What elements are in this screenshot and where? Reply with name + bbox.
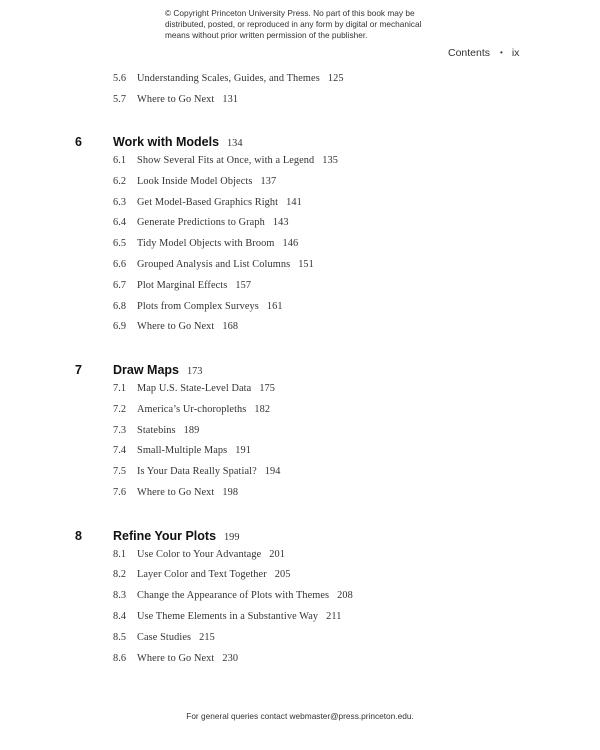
toc-entry-page: 135	[322, 155, 339, 166]
toc-entry-title: America’s Ur-choropleths	[137, 404, 247, 415]
toc-entry-title: Show Several Fits at Once, with a Legend	[137, 155, 315, 166]
toc-entry-title: Generate Predictions to Graph	[137, 217, 265, 228]
toc-entry-page: 194	[264, 466, 281, 477]
toc-entry-number: 8.2	[113, 569, 127, 580]
toc-entry-number: 6.9	[113, 321, 127, 332]
toc-entry[interactable]	[113, 197, 302, 208]
toc-entry-title: Statebins	[137, 425, 176, 436]
chapter-heading[interactable]	[75, 361, 202, 379]
toc-entry-number: 5.6	[113, 73, 127, 84]
toc-entry-page: 161	[266, 301, 283, 312]
toc-entry-number: 7.5	[113, 466, 127, 477]
toc-entry-title: Get Model-Based Graphics Right	[137, 197, 279, 208]
toc-entry-title: Understanding Scales, Guides, and Themes	[137, 73, 320, 84]
copyright-line: © Copyright Princeton University Press. No part of this book may be	[165, 8, 415, 18]
toc-entry[interactable]	[113, 238, 298, 249]
toc-entry-page: 205	[274, 569, 291, 580]
toc-entry-title: Change the Appearance of Plots with Themes	[137, 590, 330, 601]
toc-entry-page: 215	[199, 632, 215, 643]
toc-entry-number: 8.5	[113, 632, 127, 643]
toc-entry-number: 6.8	[113, 301, 127, 312]
toc-entry-title: Small-Multiple Maps	[137, 445, 228, 456]
toc-entry-title: Where to Go Next	[137, 653, 215, 664]
toc-entry[interactable]	[113, 549, 285, 560]
toc-entry-number: 6.3	[113, 197, 127, 208]
toc-entry-title: Use Color to Your Advantage	[137, 549, 262, 560]
toc-entry-page: 191	[235, 445, 252, 456]
toc-entry[interactable]	[113, 280, 251, 291]
toc-entry-page: 131	[222, 94, 239, 105]
toc-entry-number: 6.7	[113, 280, 127, 291]
toc-entry[interactable]	[113, 94, 238, 105]
toc-entry-number: 8.1	[113, 549, 127, 560]
copyright-notice	[165, 8, 465, 40]
chapter-heading[interactable]	[75, 527, 239, 545]
toc-entry-title: Use Theme Elements in a Substantive Way	[137, 611, 319, 622]
toc-entry-page: 198	[222, 487, 239, 498]
toc-entry-title: Grouped Analysis and List Columns	[137, 259, 291, 270]
toc-entry-title: Plots from Complex Surveys	[137, 301, 259, 312]
chapter-number: 8	[75, 529, 82, 543]
toc-entry-number: 7.4	[113, 445, 127, 456]
toc-entry-page: 151	[298, 259, 314, 270]
toc-entry[interactable]	[113, 466, 281, 477]
toc-entry-title: Layer Color and Text Together	[137, 569, 267, 580]
chapter-title: Refine Your Plots	[113, 529, 217, 543]
toc-entry-page: 168	[222, 321, 239, 332]
toc-entry-title: Tidy Model Objects with Broom	[137, 238, 275, 249]
toc-entry-title: Is Your Data Really Spatial?	[137, 466, 257, 477]
toc-entry-page: 125	[327, 73, 344, 84]
toc-entry-title: Look Inside Model Objects	[137, 176, 253, 187]
toc-entry[interactable]	[113, 653, 238, 664]
toc-entry[interactable]	[113, 383, 275, 394]
toc-entry[interactable]	[113, 301, 283, 312]
toc-entry[interactable]	[113, 321, 238, 332]
toc-entry-page: 211	[326, 611, 342, 622]
toc-entry-number: 6.5	[113, 238, 127, 249]
chapter-page: 199	[224, 532, 240, 543]
toc-entry-title: Plot Marginal Effects	[137, 280, 228, 291]
toc-entry-number: 8.4	[113, 611, 127, 622]
toc-entry-number: 7.1	[113, 383, 127, 394]
chapter-page: 134	[227, 138, 243, 149]
running-head	[448, 47, 519, 59]
toc-entry-page: 201	[269, 549, 286, 560]
chapter-page: 173	[187, 366, 203, 377]
toc-entry-title: Where to Go Next	[137, 94, 215, 105]
toc-entry-number: 6.2	[113, 176, 127, 187]
toc-entry[interactable]	[113, 425, 199, 436]
chapter-title: Work with Models	[113, 135, 220, 149]
toc-entry-title: Case Studies	[137, 632, 192, 643]
toc-entry-number: 6.6	[113, 259, 127, 270]
toc-entry-number: 7.6	[113, 487, 127, 498]
toc-entry-page: 208	[337, 590, 353, 601]
toc-entry-page: 157	[235, 280, 252, 291]
chapter-title: Draw Maps	[113, 363, 179, 377]
toc-entry-number: 5.7	[113, 94, 127, 105]
chapter-heading[interactable]	[75, 133, 242, 151]
toc-entry[interactable]	[113, 590, 353, 601]
toc-entry[interactable]	[113, 445, 251, 456]
toc-entry-title: Where to Go Next	[137, 321, 215, 332]
toc-entry[interactable]	[113, 611, 342, 622]
running-head-title: Contents	[448, 47, 491, 59]
toc-entry[interactable]	[113, 176, 276, 187]
toc-entry[interactable]	[113, 569, 291, 580]
toc-entry[interactable]	[113, 404, 270, 415]
chapter-number: 6	[75, 135, 82, 149]
toc-entry-page: 230	[222, 653, 239, 664]
toc-entry-page: 189	[183, 425, 200, 436]
toc-entry-number: 6.1	[113, 155, 127, 166]
toc-entry-page: 143	[272, 217, 289, 228]
toc-entry[interactable]	[113, 632, 215, 643]
toc-entry-number: 6.4	[113, 217, 127, 228]
toc-entry-page: 137	[260, 176, 277, 187]
toc-entry-title: Where to Go Next	[137, 487, 215, 498]
toc-entry[interactable]	[113, 155, 338, 166]
chapter-number: 7	[75, 363, 82, 377]
footer-contact: For general queries contact webmaster@press.princeton.edu.	[186, 711, 414, 721]
toc-entry-page: 175	[259, 383, 276, 394]
toc-entry[interactable]	[113, 259, 314, 270]
toc-entry-page: 146	[282, 238, 299, 249]
toc-entry[interactable]	[113, 73, 344, 84]
toc-entry-number: 8.3	[113, 590, 127, 601]
copyright-line: means without prior written permission of the publisher.	[165, 29, 368, 40]
toc-entry-number: 8.6	[113, 653, 127, 664]
toc-entry[interactable]	[113, 487, 238, 498]
running-head-separator: •	[500, 48, 503, 57]
toc-entry-page: 182	[254, 404, 271, 415]
toc-entry[interactable]	[113, 217, 289, 228]
copyright-line: distributed, posted, or reproduced in any form by digital or mechanical	[165, 18, 422, 29]
toc-entry-page: 141	[286, 197, 302, 208]
toc-entry-title: Map U.S. State-Level Data	[137, 383, 252, 394]
toc-entry-number: 7.2	[113, 404, 127, 415]
page-number: ix	[511, 47, 520, 59]
toc-entry-number: 7.3	[113, 425, 127, 436]
